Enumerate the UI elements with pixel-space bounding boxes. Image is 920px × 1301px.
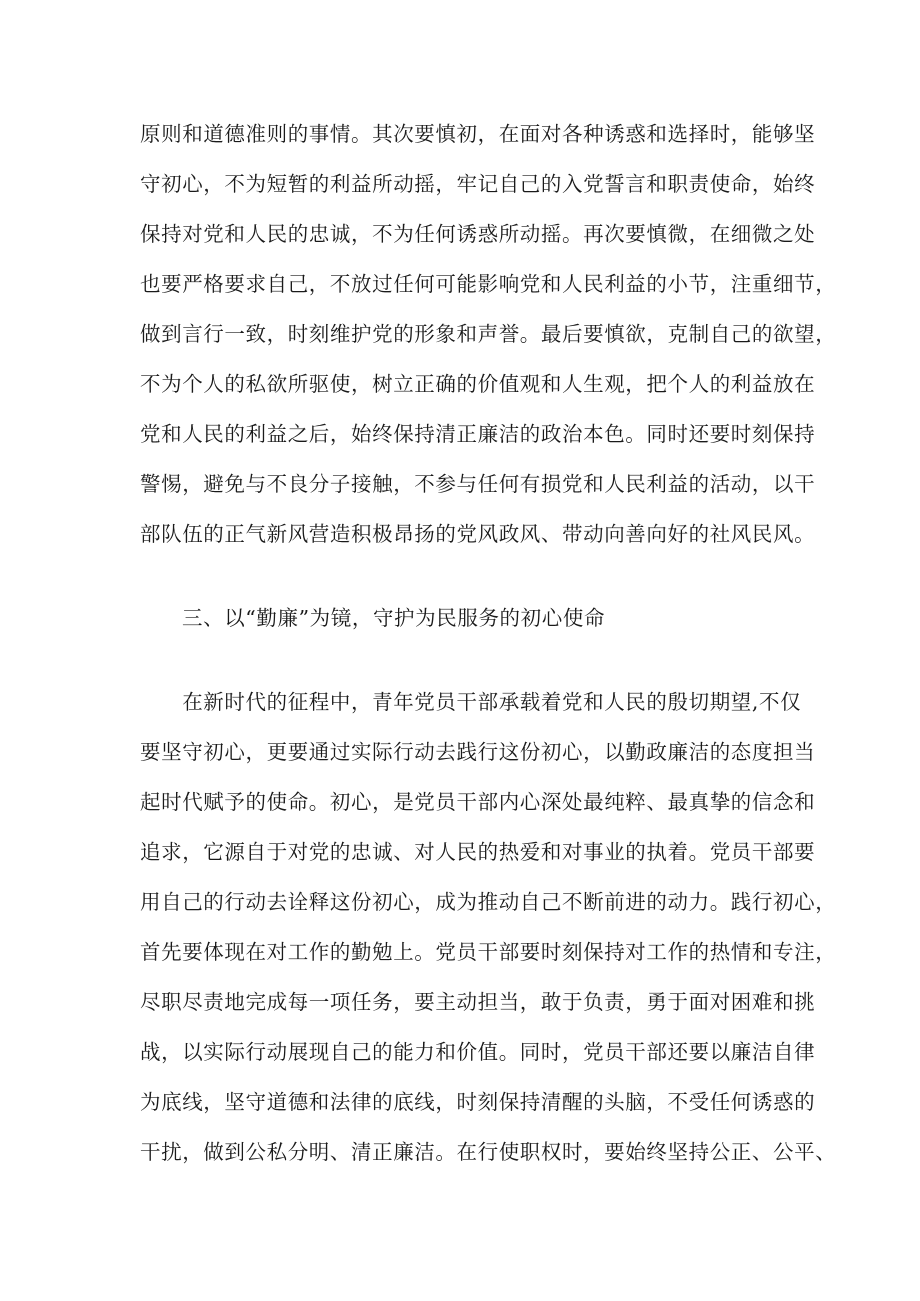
paragraph-1-line: 保持对党和人民的忠诚，不为任何诱惑所动摇。再次要慎微，在细微之处 (140, 222, 816, 246)
paragraph-2-line: 干扰，做到公私分明、清正廉洁。在行使职权时，要始终坚持公正、公平、 (140, 1140, 837, 1164)
paragraph-2-line: 用自己的行动去诠释这份初心，成为推动自己不断前进的动力。践行初心， (140, 890, 837, 914)
paragraph-1-line: 原则和道德准则的事情。其次要慎初，在面对各种诱惑和选择时，能够坚 (140, 122, 816, 146)
paragraph-1-line: 部队伍的正气新风营造积极昂扬的党风政风、带动向善向好的社风民风。 (140, 522, 816, 546)
paragraph-1-line: 不为个人的私欲所驱使，树立正确的价值观和人生观，把个人的利益放在 (140, 372, 816, 396)
paragraph-2-line: 追求，它源自于对党的忠诚、对人民的热爱和对事业的执着。党员干部要 (140, 840, 816, 864)
paragraph-1-line: 做到言行一致，时刻维护党的形象和声誉。最后要慎欲，克制自己的欲望， (140, 322, 837, 346)
paragraph-1-line: 警惕，避免与不良分子接触，不参与任何有损党和人民利益的活动，以干 (140, 472, 816, 496)
paragraph-2-line: 要坚守初心，更要通过实际行动去践行这份初心，以勤政廉洁的态度担当 (140, 740, 816, 764)
paragraph-2-line: 在新时代的征程中，青年党员干部承载着党和人民的殷切期望,不仅 (140, 690, 802, 714)
paragraph-1-line: 也要严格要求自己，不放过任何可能影响党和人民利益的小节，注重细节， (140, 272, 837, 296)
paragraph-2-line: 为底线，坚守道德和法律的底线，时刻保持清醒的头脑，不受任何诱惑的 (140, 1090, 816, 1114)
paragraph-2-line: 首先要体现在对工作的勤勉上。党员干部要时刻保持对工作的热情和专注， (140, 940, 837, 964)
paragraph-1-line: 党和人民的利益之后，始终保持清正廉洁的政治本色。同时还要时刻保持 (140, 422, 816, 446)
section-heading: 三、以“勤廉”为镜，守护为民服务的初心使命 (182, 606, 606, 630)
paragraph-2-line: 战，以实际行动展现自己的能力和价值。同时，党员干部还要以廉洁自律 (140, 1040, 816, 1064)
paragraph-1-line: 守初心，不为短暂的利益所动摇，牢记自己的入党誓言和职责使命，始终 (140, 172, 816, 196)
paragraph-2-line: 起时代赋予的使命。初心，是党员干部内心深处最纯粹、最真挚的信念和 (140, 790, 816, 814)
paragraph-2-line: 尽职尽责地完成每一项任务，要主动担当，敢于负责，勇于面对困难和挑 (140, 990, 816, 1014)
